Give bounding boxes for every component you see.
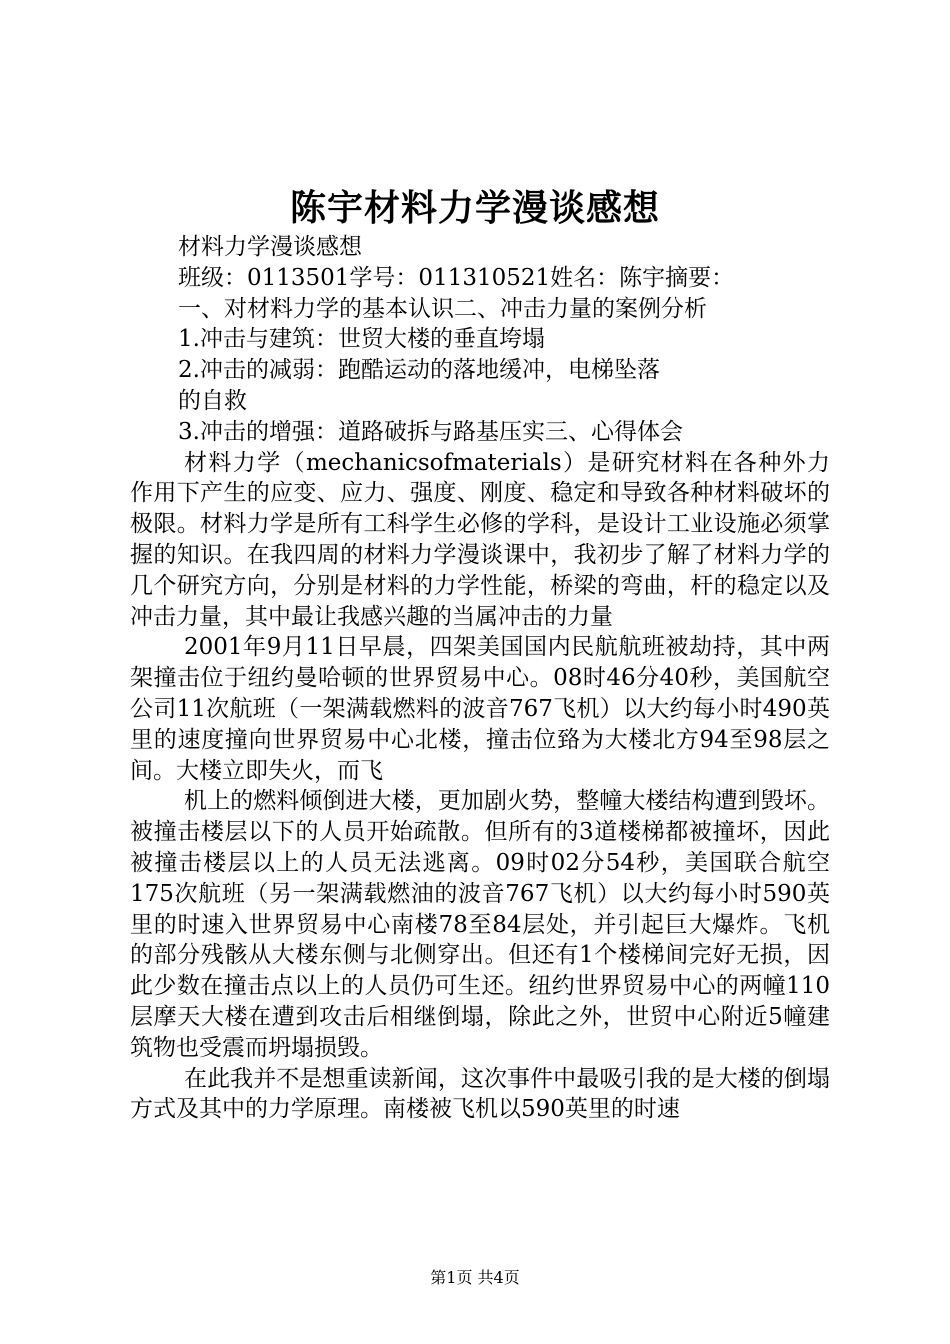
outline-line: 班级：0113501学号：011310521姓名：陈宇摘要： (178, 264, 735, 291)
outline-line: 3.冲击的增强：道路破拆与路基压实三、心得体会 (178, 418, 683, 445)
outline-line: 的自救 (178, 387, 247, 414)
outline-line: 材料力学漫谈感想 (178, 234, 362, 260)
outline-line: 1.冲击与建筑：世贸大楼的垂直垮塌 (178, 326, 545, 353)
body-paragraph: 2001年9月11日早晨，四架美国国内民航航班被劫持，其中两架撞击位于纽约曼哈顿的世界贸易中心。08时46分40秒，美国航空公司11次航班（一架满载燃料的波音767飞机）以大约每小时490英里的速度撞向世界贸易中心北楼，撞击位臵为大楼北方94至98层之间。大楼立即失火，而飞 (130, 634, 830, 784)
outline-line: 2.冲击的减弱：跑酷运动的落地缓冲，电梯坠落 (178, 357, 660, 384)
body-paragraph: 材料力学（mechanicsofmaterials）是研究材料在各种外力作用下产生的应变、应力、强度、刚度、稳定和导致各种材料破坏的极限。材料力学是所有工科学生必修的学科，是设计工业设施必须掌握的知识。在我四周的材料力学漫谈课中，我初步了解了材料力学的几个研究方向，分别是材料的力学性能，桥梁的弯曲，杆的稳定以及冲击力量，其中最让我感兴趣的当属冲击的力量 (130, 449, 830, 630)
body-paragraph: 在此我并不是想重读新闻，这次事件中最吸引我的是大楼的倒塌方式及其中的力学原理。南楼被飞机以590英里的时速 (130, 1065, 830, 1123)
page-number-footer: 第1页 共4页 (430, 1268, 520, 1287)
document-body (130, 232, 830, 1125)
outline-line: 一、对材料力学的基本认识二、冲击力量的案例分析 (178, 295, 707, 322)
body-paragraph: 机上的燃料倾倒进大楼，更加剧火势，整幢大楼结构遭到毁坏。被撞击楼层以下的人员开始疏散。但所有的3道楼梯都被撞坏，因此被撞击楼层以上的人员无法逃离。09时02分54秒，美国联合航空175次航班（另一架满载燃油的波音767飞机）以大约每小时590英里的时速入世界贸易中心南楼78至84层处，并引起巨大爆炸。飞机的部分残骸从大楼东侧与北侧穿出。但还有1个楼梯间完好无损，因此少数在撞击点以上的人员仍可生还。纽约世界贸易中心的两幢110层摩天大楼在遭到攻击后相继倒塌，除此之外，世贸中心附近5幢建筑物也受震而坍塌损毁。 (130, 788, 830, 1061)
document-title: 陈宇材料力学漫谈感想 (289, 187, 660, 229)
